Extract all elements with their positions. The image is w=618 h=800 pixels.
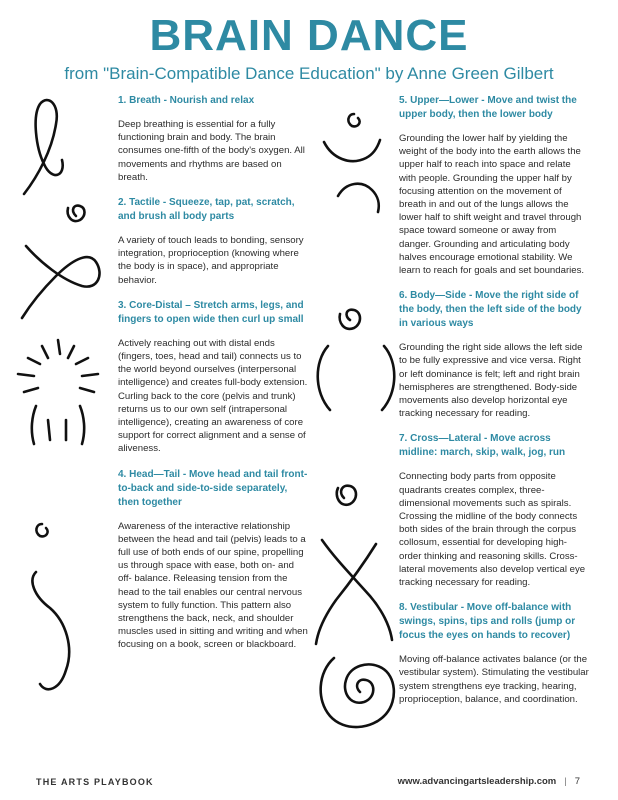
section-breath bbox=[118, 94, 308, 184]
cross-lateral-swirl-doodle bbox=[337, 486, 356, 505]
footer-publication-name: THE ARTS PLAYBOOK bbox=[36, 777, 154, 787]
head-tail-spine-doodle bbox=[32, 572, 69, 689]
tactile-spiral-doodle bbox=[68, 206, 85, 221]
section-body: Actively reaching out with distal ends (fingers, toes, head and tail) connects us to the world beyond ourselves (interpersonal intelligence) and creates full-body extension. Curling back to the core (pelvis and trunk) returns us to our own self (intrapersonal intelligence), creating an awareness of core support for correct alignment and a sense of aliveness. bbox=[118, 337, 308, 455]
section-body-side bbox=[399, 289, 589, 420]
vestibular-spiral-doodle bbox=[321, 658, 394, 727]
upper-lower-dot-doodle bbox=[348, 114, 359, 126]
section-heading: 3. Core-Distal – Stretch arms, legs, and fingers to open wide then curl up small bbox=[118, 299, 304, 325]
section-heading: 5. Upper—Lower - Move and twist the upper body, then the lower body bbox=[399, 95, 577, 120]
footer-right bbox=[398, 776, 580, 787]
page-number: 7 bbox=[574, 776, 580, 787]
tactile-fish-doodle bbox=[22, 246, 100, 318]
section-tactile bbox=[118, 196, 308, 287]
section-heading: 8. Vestibular - Move off-balance with swings, spins, tips and rolls (jump or focus the eyes on hands to recover) bbox=[399, 602, 576, 642]
section-body: Grounding the lower half by yielding the weight of the body into the earth allows the upper half to reach into space and relate with people. Grounding the upper half by focusing attention on the movement of breath in and out of the lungs allows the lower half to shift weight and travel through space toward someone or away from danger. Grounding and articulating body halves encourage emotional stability. We learn to reach for goals and set boundaries. bbox=[399, 133, 585, 277]
section-core-distal bbox=[118, 299, 308, 456]
section-body: Grounding the right side allows the left side to be fully expressive and vice versa. Right or left dominance is felt; left and right brain hemispheres are strengthened. Body-side movements also develop horizontal eye tracking necessary for reading. bbox=[399, 342, 583, 420]
upper-lower-curves-doodle bbox=[324, 140, 380, 212]
section-body: A variety of touch leads to bonding, sensory integration, proprioception (knowing where the body is in space), and appropriate behavior. bbox=[118, 235, 304, 286]
section-head-tail bbox=[118, 468, 308, 652]
body-side-spiral-doodle bbox=[340, 310, 360, 329]
section-heading: 2. Tactile - Squeeze, tap, pat, scratch, and brush all body parts bbox=[118, 197, 295, 223]
section-body: Awareness of the interactive relationship between the head and tail (pelvis) leads to a full use of both ends of our spine, propelling us through space with ease, both on- and off- balance. Releasing tension from the head to the tail enables our central nervous system to fully function. This pattern also strengthens the back, neck, and shoulder muscles used in sitting and writing and when focusing on a book, screen or blackboard. bbox=[118, 520, 308, 651]
section-body: Moving off-balance activates balance (or the vestibular system). Stimulating the vestibular system strengthens eye tracking, hearing, proprioception, balance, and coordination. bbox=[399, 654, 589, 705]
body-side-brackets-doodle bbox=[318, 346, 395, 410]
core-distal-burst-doodle bbox=[18, 340, 98, 444]
page-title: BRAIN DANCE bbox=[149, 11, 469, 60]
section-body: Connecting body parts from opposite quadrants creates complex, three-dimensional movements such as spirals. Crossing the midline of the body connects both sides of the brain through the corpus collosum, essential for developing high-order thinking and reasoning skills. Cross-lateral movements also develop vertical eye tracking necessary for reading. bbox=[399, 471, 586, 589]
right-column bbox=[399, 94, 589, 718]
page-subtitle: from "Brain-Compatible Dance Education" by Anne Green Gilbert bbox=[64, 64, 554, 83]
cross-lateral-x-doodle bbox=[316, 540, 392, 644]
section-cross-lateral bbox=[399, 432, 589, 589]
section-heading: 4. Head—Tail - Move head and tail front-to-back and side-to-side separately, then together bbox=[118, 468, 308, 508]
section-heading: 7. Cross—Lateral - Move across midline: march, skip, walk, jog, run bbox=[399, 433, 566, 459]
footer-separator: | bbox=[564, 776, 567, 787]
section-body: Deep breathing is essential for a fully functioning brain and body. The brain consumes one-fifth of the body's oxygen. All movements and rhythms are based on breath. bbox=[118, 119, 305, 183]
footer-website-link[interactable]: www.advancingartsleadership.com bbox=[397, 776, 557, 787]
left-column bbox=[118, 94, 308, 664]
section-vestibular bbox=[399, 601, 589, 706]
section-heading: 6. Body—Side - Move the right side of the body, then the left side of the body in various ways bbox=[399, 290, 582, 330]
section-upper-lower bbox=[399, 94, 589, 277]
section-heading: 1. Breath - Nourish and relax bbox=[118, 95, 255, 106]
head-tail-dot-doodle bbox=[36, 524, 47, 536]
breath-loop-doodle bbox=[24, 100, 63, 194]
